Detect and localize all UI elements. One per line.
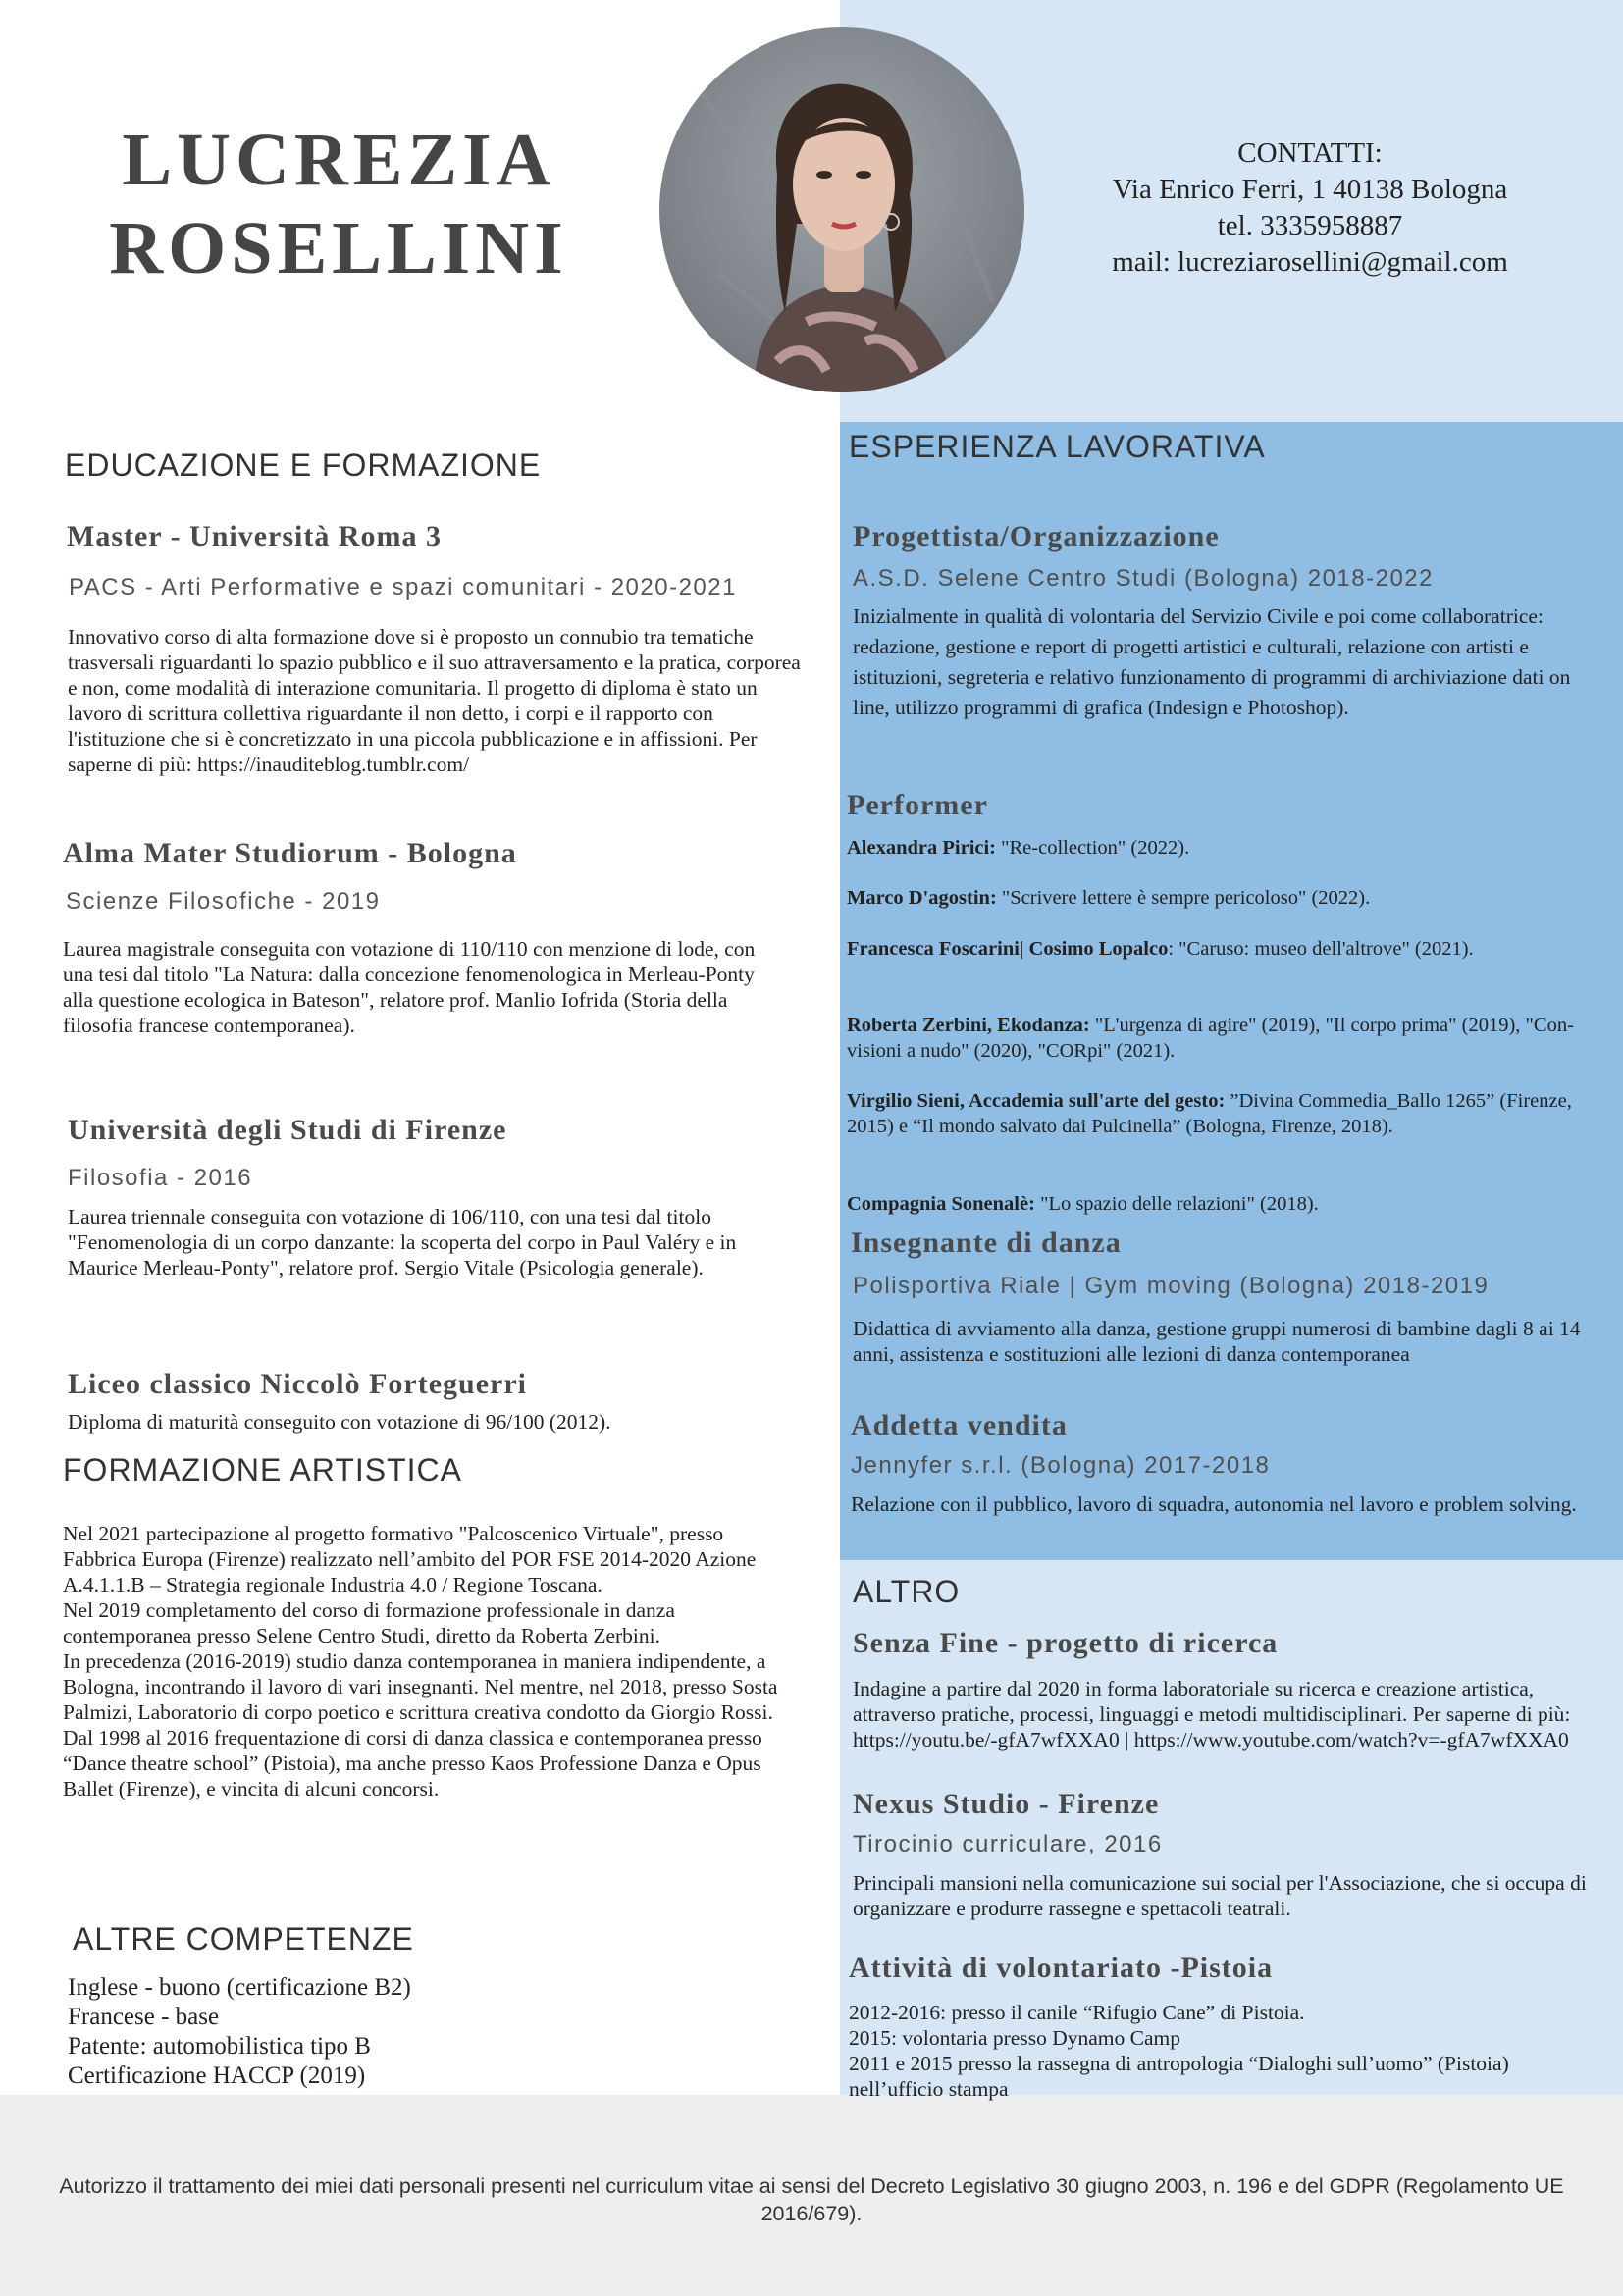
experience-panel — [840, 422, 1623, 1560]
job-heading-vendita: Addetta vendita — [851, 1409, 1068, 1441]
artistic-paragraph: Nel 2019 completamento del corso di formazione professionale in danza contemporanea presso Selene Centro Studi, diretto da Roberta Zerbini. — [63, 1598, 675, 1647]
section-title-other: ALTRO — [853, 1574, 961, 1609]
edu-text-bologna: Laurea magistrale conseguita con votazione di 110/110 con menzione di lode, con una tesi dal titolo "La Natura: dalla concezione fenomenologica in Merleau-Ponty alla questione ecologica in Bateson", relatore prof. Manlio Iofrida (Storia della filosofia francese contemporanea). — [63, 937, 756, 1037]
other-text-senzafine: Indagine a partire dal 2020 in forma laboratoriale su ricerca e creazione artistica, attraverso pratiche, processi, linguaggi e metodi multidisciplinari. Per saperne di più: https://youtu.be/-gfA7wfXXA0 | https://www.youtube.com/watch?v=-gfA7wfXXA0 — [853, 1677, 1571, 1751]
job-heading-progettista: Progettista/Organizzazione — [853, 520, 1220, 552]
artistic-paragraph: Dal 1998 al 2016 frequentazione di corsi di danza classica e contemporanea presso “Dance theatre school” (Pistoia), ma anche presso Kaos Professione Danza e Opus Ballet (Firenze), e vincita di alcuni concorsi. — [63, 1726, 762, 1800]
performer-item — [847, 835, 1602, 861]
edu-heading-master: Master - Università Roma 3 — [67, 520, 443, 552]
performer-what: "Scrivere lettere è sempre pericoloso" (2022). — [996, 887, 1371, 909]
edu-text-master: Innovativo corso di alta formazione dove si è proposto un connubio tra tematiche trasversali riguardanti lo spazio pubblico e il suo attraversamento e la pratica, corporea e non, come modalità di interazione comunitaria. Il progetto di diploma è stato un lavoro di scrittura collettiva riguardante il non detto, i corpi e il rapporto con l'istituzione che si è concretizzato in una piccola pubblicazione e in affissioni. Per saperne di più: https://inauditeblog.tumblr.com/ — [68, 625, 801, 776]
performer-what: "L'urgenza di agire" (2019), "Il corpo prima" (2019), "Con-visioni a nudo" (2020), "CORpi" (2021). — [847, 1015, 1574, 1062]
job-text-vendita: Relazione con il pubblico, lavoro di squadra, autonomia nel lavoro e problem solving. — [851, 1492, 1577, 1516]
job-sub-vendita: Jennyfer s.r.l. (Bologna) 2017-2018 — [851, 1452, 1271, 1479]
name-first: LUCREZIA — [122, 119, 555, 201]
edu-heading-liceo: Liceo classico Niccolò Forteguerri — [68, 1368, 528, 1400]
edu-text-firenze: Laurea triennale conseguita con votazione di 106/110, con una tesi dal titolo "Fenomenologia di un corpo danzante: la scoperta del corpo in Paul Valéry e in Maurice Merleau-Ponty", relatore prof. Sergio Vitale (Psicologia generale). — [68, 1205, 737, 1279]
job-text-insegnante: Didattica di avviamento alla danza, gestione gruppi numerosi di bambine dagli 8 ai 14 anni, assistenza e sostituzioni alle lezioni di danza contemporanea — [853, 1317, 1581, 1366]
performer-item — [847, 1191, 1602, 1217]
performer-who: Marco D'agostin: — [847, 887, 997, 909]
performer-item — [847, 936, 1602, 962]
edu-heading-firenze: Università degli Studi di Firenze — [68, 1114, 507, 1146]
artistic-paragraph: In precedenza (2016-2019) studio danza contemporanea in maniera indipendente, a Bologna, incontrando il lavoro di vari insegnanti. Nel mentre, nel 2018, presso Sosta Palmizi, Laboratorio di corpo poetico e scrittura creativa condotto da Giorgio Rossi. — [63, 1649, 778, 1724]
performer-what: : "Caruso: museo dell'altrove" (2021). — [1168, 938, 1474, 960]
edu-heading-bologna: Alma Mater Studiorum - Bologna — [63, 837, 517, 869]
privacy-consent-text: Autorizzo il trattamento dei miei dati personali presenti nel curriculum vitae ai sensi del Decreto Legislativo 30 giugno 2003, n. 196 e del GDPR (Regolamento UE 2016/679). — [59, 2174, 1564, 2225]
edu-sub-firenze: Filosofia - 2016 — [68, 1165, 253, 1191]
profile-photo — [659, 27, 1024, 392]
performer-who: Roberta Zerbini, Ekodanza: — [847, 1015, 1090, 1036]
performer-what: "Lo spazio delle relazioni" (2018). — [1034, 1193, 1319, 1215]
contact-address: Via Enrico Ferri, 1 40138 Bologna — [1112, 174, 1508, 205]
edu-sub-bologna: Scienze Filosofiche - 2019 — [66, 888, 381, 914]
other-heading-volontariato: Attività di volontariato -Pistoia — [849, 1952, 1274, 1984]
job-heading-performer: Performer — [847, 789, 988, 821]
performer-who: Compagnia Sonenalè: — [847, 1193, 1035, 1215]
volontariato-item: 2011 e 2015 presso la rassegna di antropologia “Dialoghi sull’uomo” (Pistoia) nell’ufficio stampa — [849, 2052, 1509, 2101]
performer-who: Francesca Foscarini| Cosimo Lopalco — [847, 938, 1169, 960]
skills-list — [68, 1973, 411, 2091]
performer-what: "Re-collection" (2022). — [996, 837, 1190, 859]
section-title-experience: ESPERIENZA LAVORATIVA — [849, 429, 1266, 464]
section-title-education: EDUCAZIONE E FORMAZIONE — [65, 447, 542, 483]
volontariato-list — [849, 2000, 1595, 2102]
job-heading-insegnante: Insegnante di danza — [851, 1226, 1122, 1259]
job-text-progettista: Inizialmente in qualità di volontaria del Servizio Civile e poi come collaboratrice: redazione, gestione e report di progetti artistici e culturali, relazione con artisti e istituzioni, segreteria e relativo funzionamento di programmi di archiviazione dati on line, utilizzo programmi di grafica (Indesign e Photoshop). — [853, 604, 1571, 719]
other-heading-nexus: Nexus Studio - Firenze — [853, 1788, 1160, 1820]
skill-item: Inglese - buono (certificazione B2) — [68, 1974, 411, 2001]
skill-item: Francese - base — [68, 2004, 220, 2030]
artistic-text — [63, 1521, 789, 1801]
skill-item: Patente: automobilistica tipo B — [68, 2033, 371, 2060]
performer-who: Alexandra Pirici: — [847, 837, 997, 859]
job-sub-insegnante: Polisportiva Riale | Gym moving (Bologna) 2018-2019 — [853, 1273, 1490, 1299]
volontariato-item: 2015: volontaria presso Dynamo Camp — [849, 2026, 1180, 2050]
contact-phone: tel. 3335958887 — [1217, 210, 1403, 241]
artistic-paragraph: Nel 2021 partecipazione al progetto formativo "Palcoscenico Virtuale", presso Fabbrica Europa (Firenze) realizzato nell’ambito del POR FSE 2014-2020 Azione A.4.1.1.B – Strategia regionale Industria 4.0 / Regione Toscana. — [63, 1522, 757, 1596]
performer-item — [847, 1088, 1602, 1139]
contacts-title: CONTATTI: — [1237, 137, 1383, 169]
contact-email[interactable]: mail: lucreziarosellini@gmail.com — [1112, 246, 1508, 278]
skill-item: Certificazione HACCP (2019) — [68, 2062, 366, 2089]
job-sub-progettista: A.S.D. Selene Centro Studi (Bologna) 2018-2022 — [853, 565, 1434, 592]
performer-item — [847, 885, 1602, 911]
section-title-artistic: FORMAZIONE ARTISTICA — [63, 1452, 462, 1487]
other-text-nexus: Principali mansioni nella comunicazione sui social per l'Associazione, che si occupa di organizzare e produrre rassegne e spettacoli teatrali. — [853, 1871, 1587, 1920]
section-title-skills: ALTRE COMPETENZE — [73, 1921, 414, 1957]
name-last: ROSELLINI — [109, 207, 568, 289]
other-heading-senzafine: Senza Fine - progetto di ricerca — [853, 1627, 1279, 1659]
edu-text-liceo: Diploma di maturità conseguito con votazione di 96/100 (2012). — [68, 1410, 611, 1434]
edu-sub-master: PACS - Arti Performative e spazi comunitari - 2020-2021 — [69, 574, 737, 600]
performer-item — [847, 1013, 1602, 1064]
volontariato-item: 2012-2016: presso il canile “Rifugio Cane” di Pistoia. — [849, 2001, 1305, 2024]
performer-what: ”Divina Commedia_Ballo 1265” (Firenze, 2015) e “Il mondo salvato dai Pulcinella” (Bologna, Firenze, 2018). — [847, 1090, 1572, 1137]
other-sub-nexus: Tirocinio curriculare, 2016 — [853, 1831, 1163, 1857]
performer-who: Virgilio Sieni, Accademia sull'arte del gesto: — [847, 1090, 1226, 1112]
